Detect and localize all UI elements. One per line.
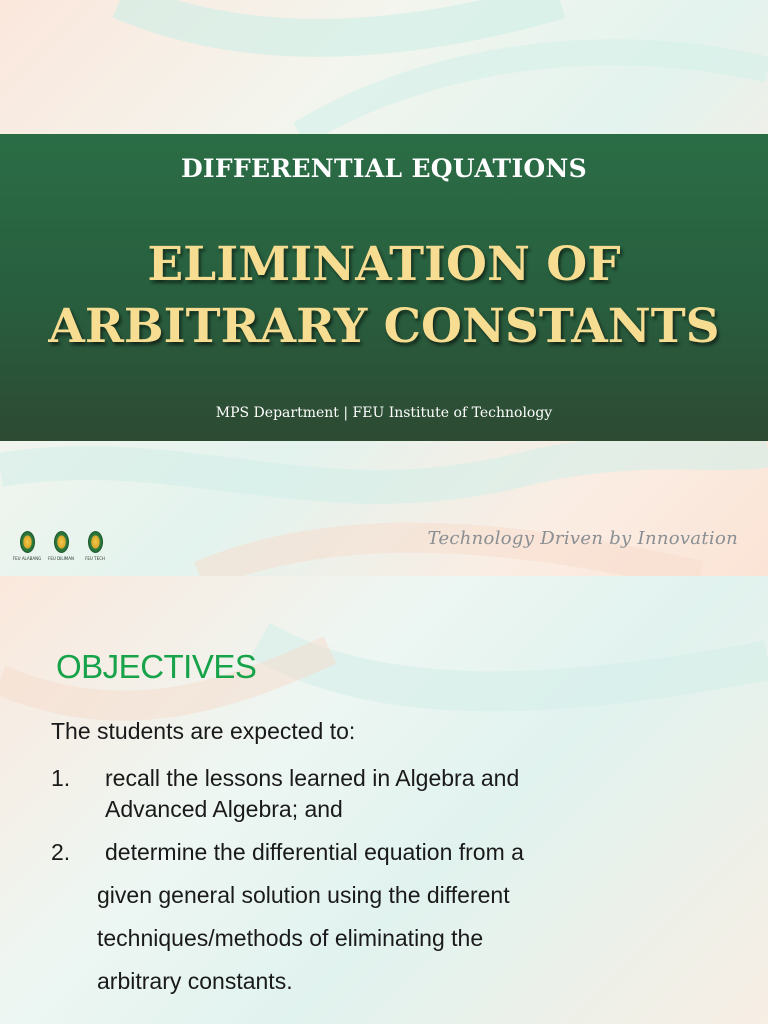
logo-label: FEU ALABANG xyxy=(12,556,42,561)
objectives-intro: The students are expected to: xyxy=(51,718,356,744)
logo-label: FEU DILIMAN xyxy=(48,556,74,561)
main-title-line-2: ARBITRARY CONSTANTS xyxy=(48,299,720,354)
seal-icon xyxy=(20,531,35,553)
objective-item xyxy=(51,837,741,1003)
logo-feu-tech xyxy=(82,531,108,561)
objective-line: Advanced Algebra; and xyxy=(105,796,343,822)
seal-icon xyxy=(54,531,69,553)
objective-line: arbitrary constants. xyxy=(97,968,293,994)
objective-number: 1. xyxy=(51,765,71,791)
logo-feu-diliman xyxy=(48,531,74,561)
objective-number: 2. xyxy=(51,839,71,865)
campus-logos xyxy=(14,531,108,561)
objective-line: given general solution using the different xyxy=(97,882,510,908)
objectives-slide xyxy=(0,576,768,1024)
main-title-line-1: ELIMINATION OF xyxy=(147,237,621,292)
logo-label: FEU TECH xyxy=(85,556,105,561)
objective-line: recall the lessons learned in Algebra and xyxy=(105,765,520,791)
logo-feu-alabang xyxy=(14,531,40,561)
subject-title: DIFFERENTIAL EQUATIONS xyxy=(180,154,588,183)
seal-icon xyxy=(88,531,103,553)
objective-item xyxy=(51,763,741,825)
objectives-heading: OBJECTIVES xyxy=(56,648,257,685)
tagline: Technology Driven by Innovation xyxy=(427,528,738,549)
objective-line: determine the differential equation from a xyxy=(105,839,524,865)
title-banner xyxy=(0,134,768,441)
department-line: MPS Department | FEU Institute of Technology xyxy=(215,405,553,421)
objective-line: techniques/methods of eliminating the xyxy=(97,925,484,951)
objectives-body xyxy=(51,716,741,1015)
objective-text xyxy=(97,831,524,1003)
objective-continuation xyxy=(97,874,524,1003)
objective-text xyxy=(105,763,519,825)
main-title xyxy=(0,234,768,358)
